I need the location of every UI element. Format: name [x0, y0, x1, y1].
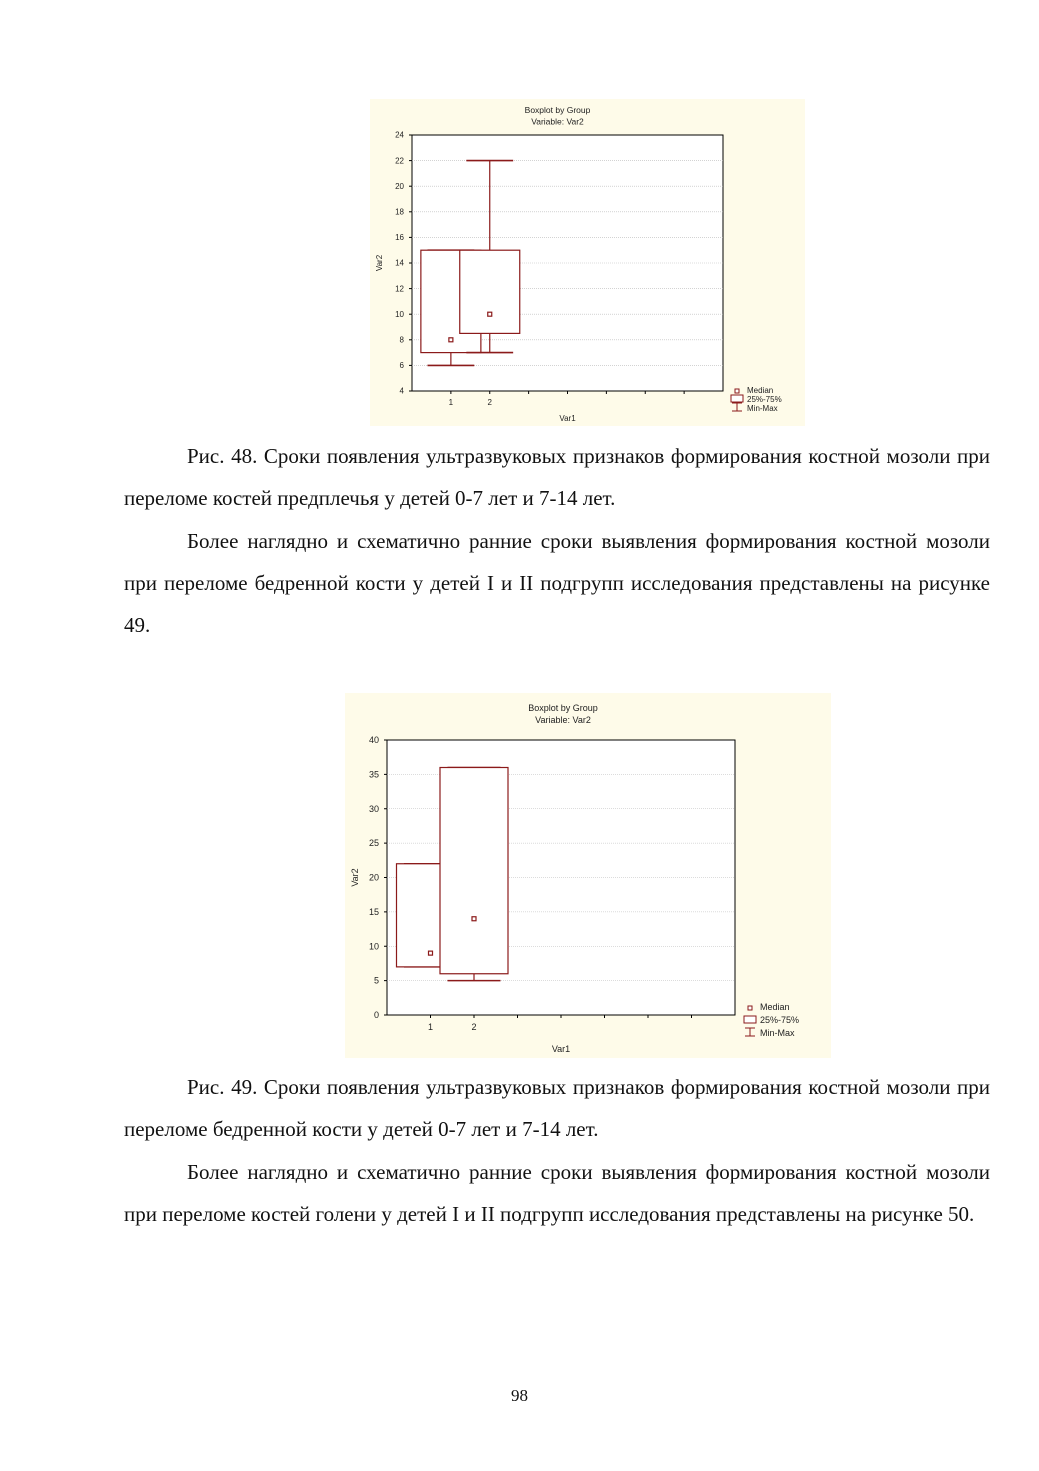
- box-iqr: [460, 250, 520, 333]
- legend-median-icon: [748, 1006, 752, 1010]
- y-tick-label: 20: [368, 872, 379, 883]
- y-tick-label: 16: [395, 233, 404, 243]
- page-number: 98: [511, 1386, 528, 1405]
- x-axis-label: Var1: [559, 414, 576, 423]
- chart-subtitle: Variable: Var2: [531, 116, 584, 127]
- legend-median-label: Median: [760, 1002, 790, 1012]
- y-tick-label: 0: [373, 1010, 379, 1020]
- figure-49-caption-text: Рис. 49. Сроки появления ультразвуковых признаков формирования костной мозоли при переломе бедренной кости у детей 0-7 лет и 7-14 лет.: [124, 1075, 990, 1141]
- x-axis-label: Var1: [551, 1044, 571, 1054]
- paragraph-1: [124, 520, 990, 646]
- y-axis-label: Var2: [350, 868, 360, 887]
- median-marker: [488, 312, 492, 316]
- boxplot-svg: [345, 693, 831, 1058]
- y-axis-label: Var2: [375, 254, 384, 272]
- median-marker: [429, 951, 433, 955]
- chart-subtitle: Variable: Var2: [535, 715, 591, 725]
- y-tick-label: 4: [399, 386, 404, 396]
- figure-48-caption-text: Рис. 48. Сроки появления ультразвуковых признаков формирования костной мозоли при переломе костей предплечья у детей 0-7 лет и 7-14 лет.: [124, 444, 990, 510]
- legend-whisker-label: Min-Max: [747, 404, 778, 413]
- y-tick-label: 25: [368, 838, 379, 849]
- y-tick-label: 22: [395, 156, 404, 166]
- median-marker: [472, 917, 476, 921]
- x-tick-label: 1: [427, 1022, 434, 1032]
- x-tick-label: 1: [448, 398, 454, 407]
- paragraph-2: [124, 1151, 990, 1235]
- y-tick-label: 35: [368, 769, 379, 780]
- y-tick-label: 5: [373, 975, 379, 986]
- median-marker: [449, 338, 453, 342]
- y-tick-label: 24: [395, 130, 404, 140]
- figure-49-caption: [124, 1066, 990, 1150]
- box-iqr: [440, 768, 508, 974]
- y-tick-label: 6: [399, 361, 404, 371]
- figure-49-boxplot: [345, 693, 831, 1058]
- x-tick-label: 2: [471, 1022, 477, 1032]
- x-tick-label: 2: [487, 398, 492, 407]
- y-tick-label: 20: [395, 181, 404, 191]
- legend-median-label: Median: [747, 386, 774, 395]
- y-tick-label: 8: [399, 335, 404, 345]
- legend-box-label: 25%-75%: [747, 395, 782, 404]
- chart-title: Boxplot by Group: [524, 105, 591, 115]
- legend-whisker-label: Min-Max: [760, 1028, 795, 1038]
- legend-box-icon: [731, 395, 743, 402]
- y-tick-label: 40: [368, 735, 379, 745]
- legend-median-icon: [735, 389, 739, 393]
- y-tick-label: 15: [368, 906, 379, 917]
- boxplot-svg: [370, 99, 805, 426]
- y-tick-label: 10: [368, 941, 379, 952]
- y-tick-label: 30: [368, 803, 379, 814]
- paragraph-1-text: Более наглядно и схематично ранние сроки выявления формирования костной мозоли при переломе бедренной кости у детей I и II подгрупп исследования представлены на рисунке 49.: [124, 529, 990, 637]
- y-tick-label: 10: [395, 309, 404, 319]
- figure-48-boxplot: [370, 99, 805, 426]
- legend-box-icon: [744, 1016, 756, 1023]
- paragraph-2-text: Более наглядно и схематично ранние сроки выявления формирования костной мозоли при переломе костей голени у детей I и II подгрупп исследования представлены на рисунке 50.: [124, 1160, 990, 1226]
- y-tick-label: 12: [395, 284, 404, 294]
- figure-48-caption: [124, 435, 990, 519]
- chart-title: Boxplot by Group: [528, 703, 598, 713]
- y-tick-label: 14: [395, 258, 404, 268]
- legend-box-label: 25%-75%: [760, 1015, 800, 1025]
- y-tick-label: 18: [395, 207, 404, 217]
